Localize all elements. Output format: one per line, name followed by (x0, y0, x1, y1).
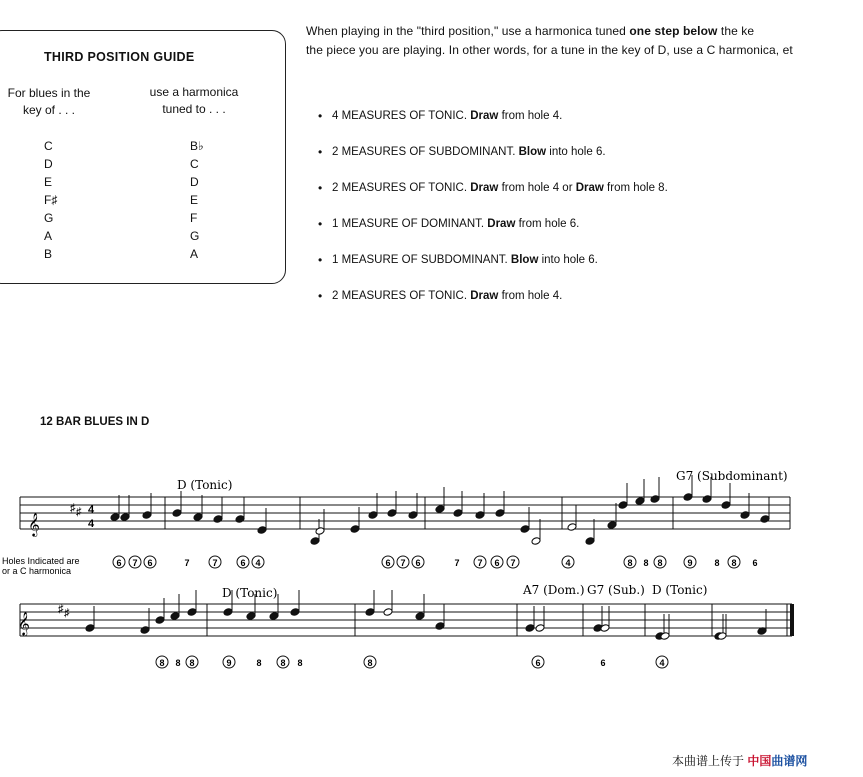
sharp-icon: ♯ (76, 506, 82, 518)
hole-number: 8 (657, 558, 663, 568)
note-head (618, 501, 628, 510)
intro-text: the ke (717, 24, 755, 38)
instruction-text: from hole 8. (603, 182, 668, 194)
hole-number: 8 (280, 658, 286, 668)
instruction-text: from hole 6. (515, 218, 580, 230)
footer-watermark (672, 752, 807, 769)
hole-number: 4 (565, 558, 571, 568)
instruction-text: 1 MEASURE OF DOMINANT. (332, 218, 488, 230)
note-head (315, 527, 325, 536)
note-head (740, 511, 750, 520)
instruction-action: Blow (518, 146, 547, 158)
hole-number: 8 (297, 658, 303, 668)
note-head (535, 624, 545, 633)
hole-number: 9 (687, 558, 693, 568)
note-head (607, 521, 617, 530)
instruction-text: into hole 6. (546, 146, 606, 158)
key-item: C (44, 139, 53, 153)
instruction-action: Draw (470, 110, 499, 122)
note-head (520, 525, 530, 534)
instruction-text: into hole 6. (538, 254, 598, 266)
hole-number: 6 (600, 658, 606, 668)
harmonica-item: G (190, 229, 200, 243)
hole-number: 7 (212, 558, 218, 568)
treble-clef-icon: 𝄞 (18, 611, 30, 635)
note-head (257, 526, 267, 535)
hole-number: 8 (643, 558, 649, 568)
instruction-text: 2 MEASURES OF TONIC. (332, 182, 471, 194)
instruction-action: Draw (470, 290, 499, 302)
key-item: B (44, 247, 53, 261)
sharp-icon: ♯ (58, 603, 64, 615)
guide-right-heading-line2: tuned to . . . (162, 102, 226, 116)
note-head (170, 612, 180, 621)
holes-note: Holes Indicated are (2, 556, 80, 566)
note-head (702, 495, 712, 504)
section-title: 12 BAR BLUES IN D (40, 416, 150, 428)
note-head (721, 501, 731, 510)
note-head (290, 608, 300, 617)
key-item: A (44, 229, 53, 243)
footer-brand: 中国 (747, 754, 772, 768)
note-head (213, 515, 223, 524)
chord-label: D (Tonic) (222, 586, 278, 600)
note-head (365, 608, 375, 617)
hole-number: 7 (400, 558, 406, 568)
note-head (310, 537, 320, 546)
hole-number: 8 (627, 558, 633, 568)
final-bar-line (790, 604, 794, 636)
note-head (350, 525, 360, 534)
instruction-text: 4 MEASURES OF TONIC. (332, 110, 471, 122)
instruction-action: Draw (470, 182, 499, 194)
guide-left-heading-line2: key of . . . (22, 103, 76, 117)
hole-number: 6 (240, 558, 246, 568)
key-item: F♯ (44, 193, 58, 207)
hole-number: 6 (535, 658, 541, 668)
footer-brand: 曲谱网 (771, 754, 808, 768)
hole-number: 8 (714, 558, 720, 568)
harmonica-item: E (190, 193, 199, 207)
hole-number: 8 (175, 658, 181, 668)
key-item: E (44, 175, 53, 189)
note-head (387, 509, 397, 518)
hole-number: 6 (415, 558, 421, 568)
hole-number: 7 (477, 558, 483, 568)
hole-number: 8 (367, 658, 373, 668)
note-head (155, 616, 165, 625)
sharp-icon: ♯ (64, 607, 70, 619)
instruction-text: from hole 4. (498, 290, 563, 302)
hole-number: 6 (752, 558, 758, 568)
instruction-action: Draw (487, 218, 516, 230)
key-item: G (44, 211, 54, 225)
hole-number: 6 (494, 558, 500, 568)
time-signature-top: 4 (88, 504, 95, 516)
note-head (495, 509, 505, 518)
note-head (650, 495, 660, 504)
chord-label: G7 (Sub.) (587, 583, 645, 597)
instruction-text: from hole 4 or (498, 182, 576, 194)
holes-note: or a C harmonica (2, 566, 72, 576)
hole-number: 8 (731, 558, 737, 568)
hole-number: 6 (116, 558, 122, 568)
hole-number: 7 (454, 558, 460, 568)
instruction-text: from hole 4. (498, 110, 563, 122)
harmonica-item: F (190, 211, 198, 225)
note-head (408, 511, 418, 520)
intro-line-2: the piece you are playing. In other words, for a tune in the key of D, use a C harmonica, et (306, 43, 793, 57)
staff-line-2 (20, 604, 794, 636)
guide-left-heading-line1: For blues in the (7, 86, 91, 100)
note-head (269, 612, 279, 621)
note-head (140, 626, 150, 635)
chord-label: D (Tonic) (652, 583, 708, 597)
key-item: D (44, 157, 53, 171)
hole-number: 7 (184, 558, 190, 568)
hole-number: 8 (256, 658, 262, 668)
hole-number: 4 (659, 658, 665, 668)
note-head (193, 513, 203, 522)
note-head (85, 624, 95, 633)
harmonica-item: A (190, 247, 199, 261)
note-head (110, 513, 120, 522)
note-head (585, 537, 595, 546)
footer-text: 本曲谱上传于 (672, 754, 745, 768)
hole-number: 8 (189, 658, 195, 668)
treble-clef-icon: 𝄞 (28, 512, 40, 536)
instruction-text: 2 MEASURES OF TONIC. (332, 290, 471, 302)
note-head (635, 497, 645, 506)
sharp-icon: ♯ (70, 502, 76, 514)
note-head (187, 608, 197, 617)
note-head (120, 513, 130, 522)
harmonica-item: B♭ (190, 139, 204, 153)
chord-label: A7 (Dom.) (523, 583, 585, 597)
note-head (475, 511, 485, 520)
time-signature-bottom: 4 (88, 518, 95, 530)
instruction-action: Blow (510, 254, 539, 266)
harmonica-item: D (190, 175, 199, 189)
hole-number: 9 (226, 658, 232, 668)
note-head (235, 515, 245, 524)
note-head (246, 612, 256, 621)
hole-number: 6 (385, 558, 391, 568)
intro-text: When playing in the "third position," use a harmonica tuned (306, 24, 630, 38)
note-head (531, 537, 541, 546)
note-head (142, 511, 152, 520)
harmonica-item: C (190, 157, 199, 171)
hole-number: 4 (255, 558, 261, 568)
note-head (415, 612, 425, 621)
hole-number: 6 (147, 558, 153, 568)
note-head (435, 505, 445, 514)
note-head (368, 511, 378, 520)
staff-line-1 (20, 497, 790, 529)
instruction-text: 2 MEASURES OF SUBDOMINANT. (332, 146, 519, 158)
intro-bold: one step below (629, 24, 718, 38)
instruction-action: Draw (575, 182, 604, 194)
chord-label: G7 (Subdominant) (676, 469, 788, 483)
note-head (567, 523, 577, 532)
note-head (453, 509, 463, 518)
hole-number: 7 (132, 558, 138, 568)
guide-title: THIRD POSITION GUIDE (44, 50, 195, 64)
note-head (383, 608, 393, 617)
note-head (223, 608, 233, 617)
note-head (760, 515, 770, 524)
note-head (683, 493, 693, 502)
hole-numbers-line-2 (156, 656, 668, 668)
hole-numbers-line-1 (113, 556, 758, 568)
hole-number: 7 (510, 558, 516, 568)
note-head (525, 624, 535, 633)
instruction-text: 1 MEASURE OF SUBDOMINANT. (332, 254, 511, 266)
note-head (172, 509, 182, 518)
guide-right-heading-line1: use a harmonica (149, 85, 239, 99)
hole-number: 8 (159, 658, 165, 668)
note-head (435, 622, 445, 631)
chord-label: D (Tonic) (177, 478, 233, 492)
